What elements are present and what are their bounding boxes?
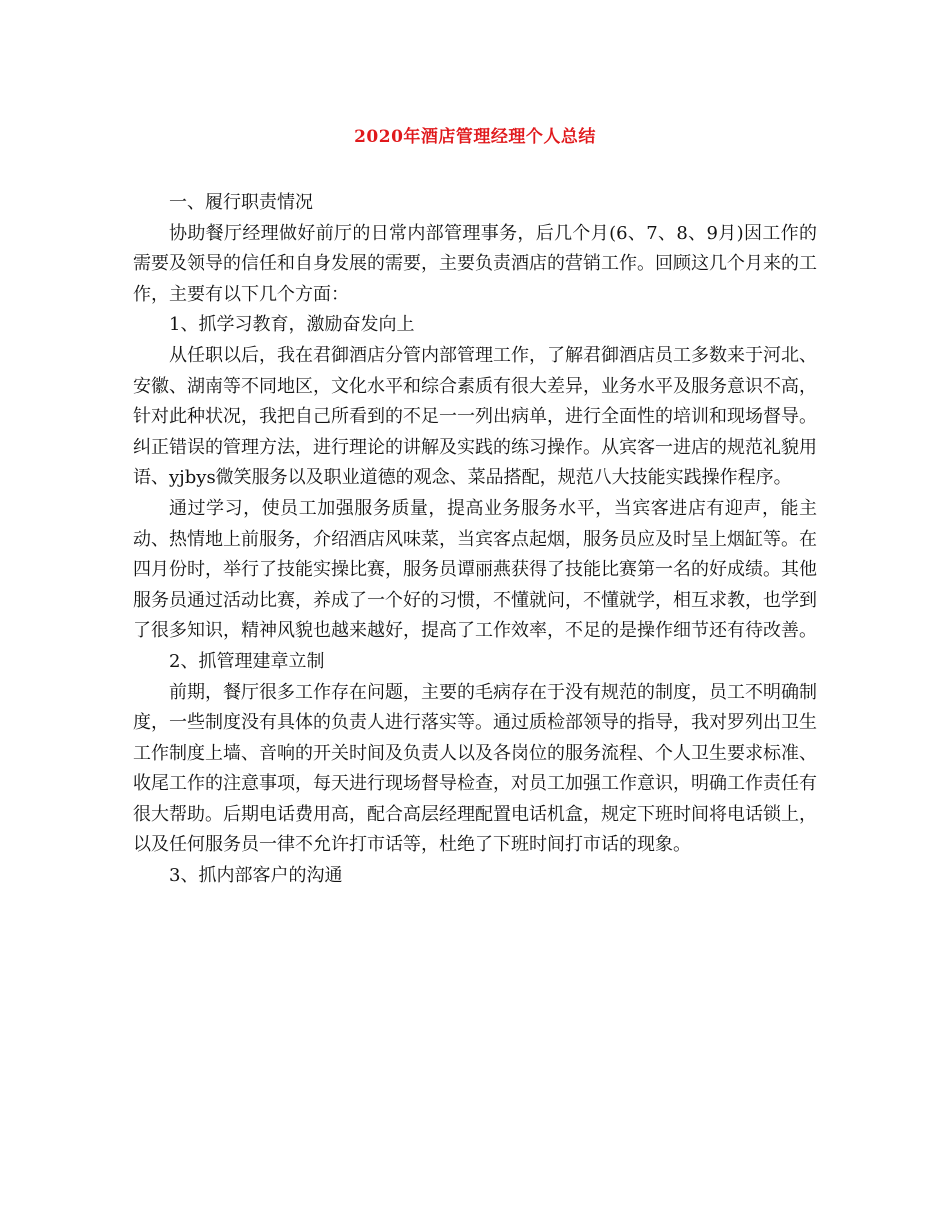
body-paragraph: 通过学习，使员工加强服务质量，提高业务服务水平，当宾客进店有迎声，能主动、热情地上前服务，介绍酒店风味菜，当宾客点起烟，服务员应及时呈上烟缸等。在四月份时，举行了技能实操比赛，服务员谭丽燕获得了技能比赛第一名的好成绩。其他服务员通过活动比赛，养成了一个好的习惯，不懂就问，不懂就学，相互求教，也学到了很多知识，精神风貌也越来越好，提高了工作效率，不足的是操作细节还有待改善。 (133, 497, 817, 642)
document-body (133, 188, 817, 892)
body-paragraph: 协助餐厅经理做好前厅的日常内部管理事务，后几个月(6、7、8、9月)因工作的需要及领导的信任和自身发展的需要，主要负责酒店的营销工作。回顾这几个月来的工作，主要有以下几个方面： (133, 222, 817, 305)
subsection-heading-communication: 3、抓内部客户的沟通 (169, 865, 343, 887)
subsection-heading-management: 2、抓管理建章立制 (169, 650, 325, 672)
body-paragraph: 从任职以后，我在君御酒店分管内部管理工作，了解君御酒店员工多数来于河北、安徽、湖南等不同地区，文化水平和综合素质有很大差异，业务水平及服务意识不高，针对此种状况，我把自己所看到的不足一一列出病单，进行全面性的培训和现场督导。纠正错误的管理方法，进行理论的讲解及实践的练习操作。从宾客一进店的规范礼貌用语、yjbys微笑服务以及职业道德的观念、菜品搭配，规范八大技能实践操作程序。 (133, 344, 817, 489)
document-title: 2020年酒店管理经理个人总结 (354, 127, 596, 147)
section-heading-duties: 一、履行职责情况 (169, 192, 313, 213)
body-paragraph: 前期，餐厅很多工作存在问题，主要的毛病存在于没有规范的制度，员工不明确制度，一些制度没有具体的负责人进行落实等。通过质检部领导的指导，我对罗列出卫生工作制度上墙、音响的开关时间及负责人以及各岗位的服务流程、个人卫生要求标准、收尾工作的注意事项，每天进行现场督导检查，对员工加强工作意识，明确工作责任有很大帮助。后期电话费用高，配合高层经理配置电话机盒，规定下班时间将电话锁上，以及任何服务员一律不允许打市话等，杜绝了下班时间打市话的现象。 (133, 681, 817, 856)
subsection-heading-learning: 1、抓学习教育，激励奋发向上 (169, 314, 415, 336)
